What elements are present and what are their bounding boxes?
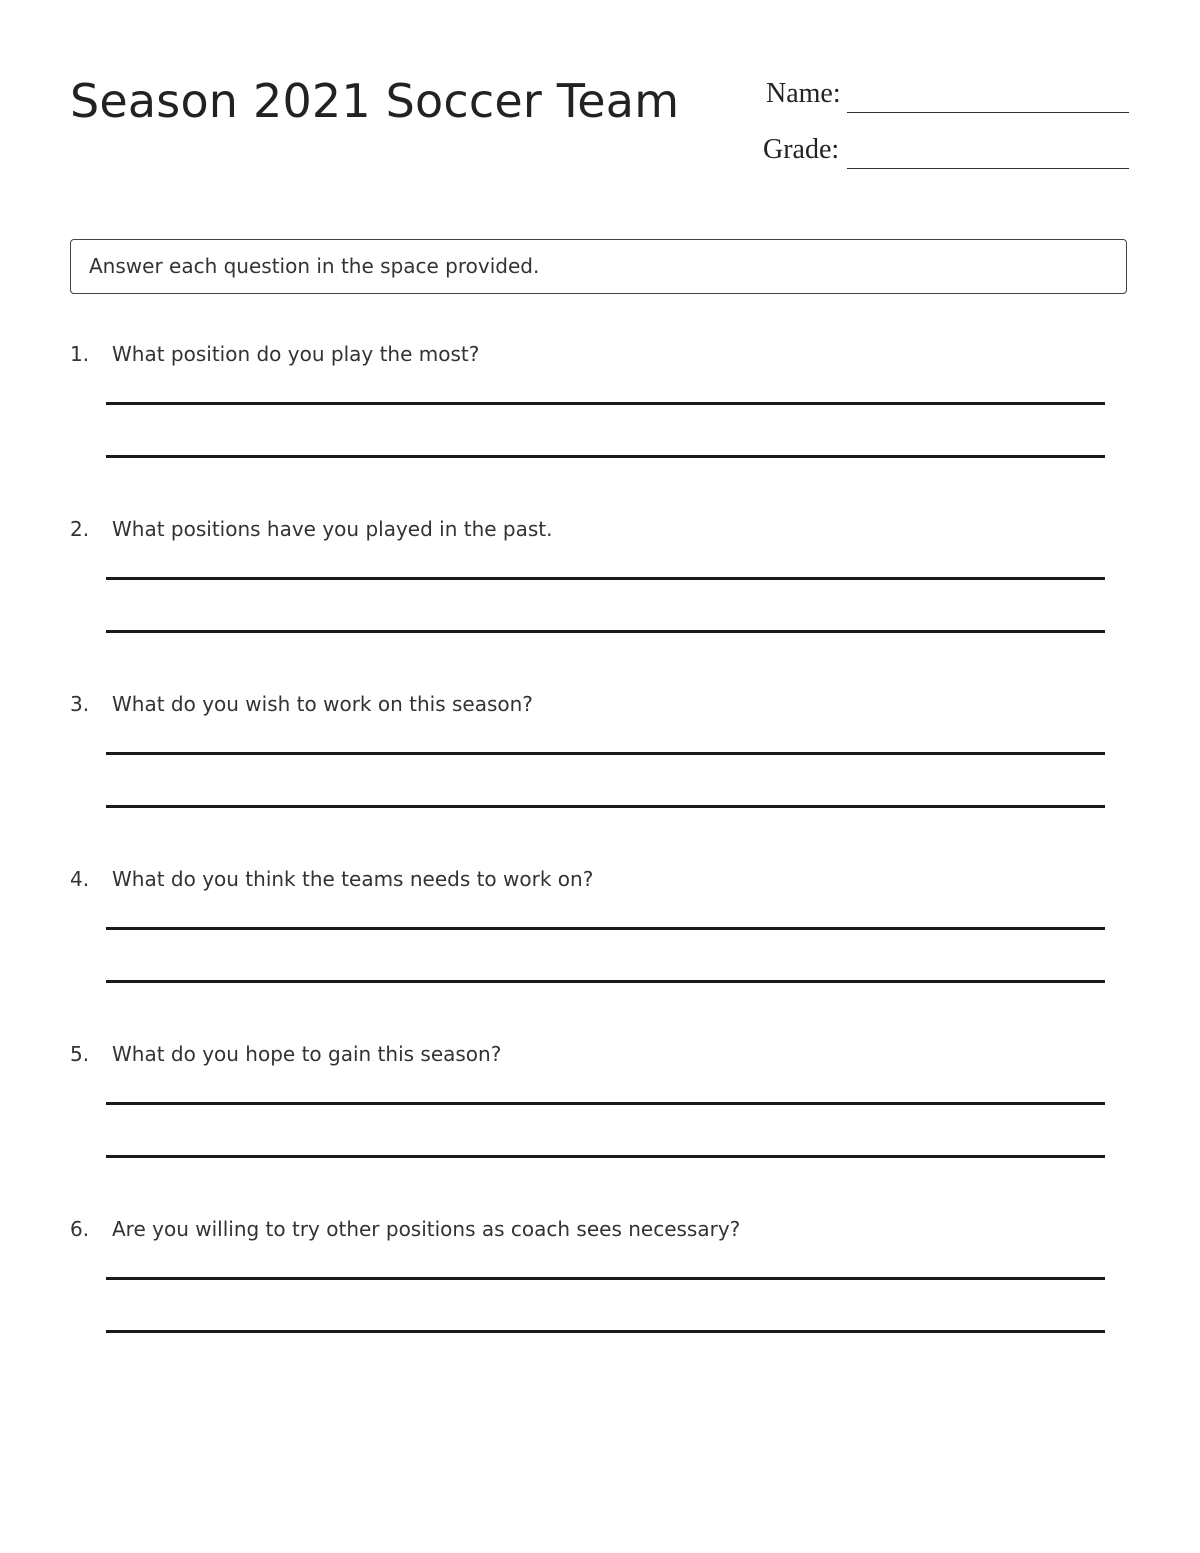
question-text: What do you wish to work on this season? xyxy=(112,692,533,716)
question-number: 6. xyxy=(70,1217,90,1241)
question-2 xyxy=(0,516,1200,691)
instructions-text: Answer each question in the space provided. xyxy=(89,254,540,278)
question-5 xyxy=(0,1041,1200,1216)
instructions-box xyxy=(70,239,1127,294)
question-number: 3. xyxy=(70,692,90,716)
answer-line[interactable] xyxy=(106,1155,1105,1158)
answer-line[interactable] xyxy=(106,752,1105,755)
answer-line[interactable] xyxy=(106,927,1105,930)
question-text: What position do you play the most? xyxy=(112,342,480,366)
answer-line[interactable] xyxy=(106,402,1105,405)
question-number: 1. xyxy=(70,342,90,366)
question-number: 2. xyxy=(70,517,90,541)
page-title: Season 2021 Soccer Team xyxy=(70,74,680,128)
answer-line[interactable] xyxy=(106,980,1105,983)
question-text: What do you think the teams needs to work on? xyxy=(112,867,594,891)
answer-line[interactable] xyxy=(106,455,1105,458)
answer-line[interactable] xyxy=(106,805,1105,808)
grade-field[interactable] xyxy=(847,168,1129,169)
grade-label: Grade: xyxy=(763,134,840,165)
question-number: 4. xyxy=(70,867,90,891)
question-3 xyxy=(0,691,1200,866)
question-text: What do you hope to gain this season? xyxy=(112,1042,502,1066)
answer-line[interactable] xyxy=(106,1102,1105,1105)
question-6 xyxy=(0,1216,1200,1391)
answer-line[interactable] xyxy=(106,1330,1105,1333)
name-label: Name: xyxy=(766,78,841,109)
answer-line[interactable] xyxy=(106,630,1105,633)
question-4 xyxy=(0,866,1200,1041)
name-field[interactable] xyxy=(847,112,1129,113)
question-text: What positions have you played in the past. xyxy=(112,517,553,541)
question-1 xyxy=(0,341,1200,516)
answer-line[interactable] xyxy=(106,1277,1105,1280)
question-number: 5. xyxy=(70,1042,90,1066)
question-text: Are you willing to try other positions as coach sees necessary? xyxy=(112,1217,741,1241)
answer-line[interactable] xyxy=(106,577,1105,580)
